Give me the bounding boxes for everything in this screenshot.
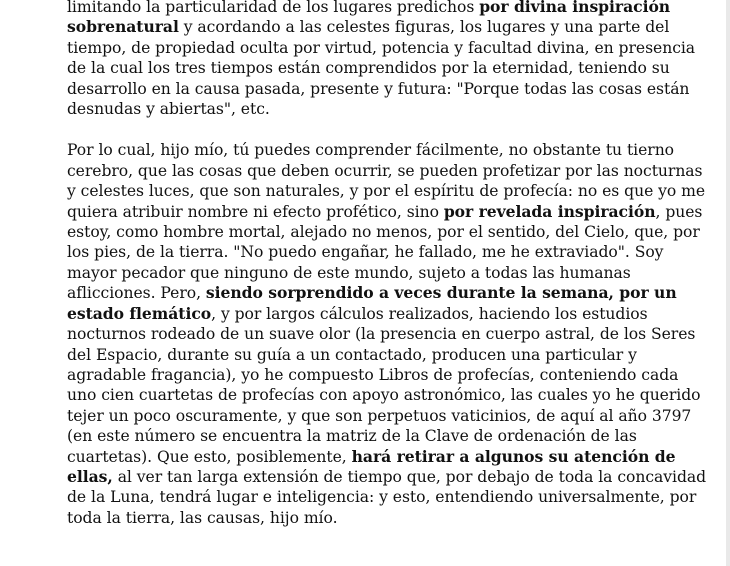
text-segment: , pues estoy, como hombre mortal, alejado no menos, por el sentido, del Cielo, que, por los pies, de la tierra. "No puedo engañar, he fallado, me he extraviado". Soy mayor pecador que ninguno de este mundo, sujeto a todas las humanas aflicciones. Pero, <box>67 202 703 303</box>
text-segment: al ver tan larga extensión de tiempo que, por debajo de toda la concavidad de la Luna, tendrá lugar e inteligencia: y esto, entendiendo universalmente, por toda la tierra, las causas, hijo mío. <box>67 467 707 527</box>
text-segment: , y por largos cálculos realizados, haciendo los estudios nocturnos rodeado de un suave olor (la presencia en cuerpo astral, de los Seres del Espacio, durante su guía a un contactado, producen una particular y agradable fragancia), yo he compuesto Libros de profecías, conteniendo cada uno cien cuartetas de profecías con apoyo astronómico, las cuales yo he querido tejer un poco oscuramente, y que son perpetuos vaticinios, de aquí al año 3797 (en este número se encuentra la matriz de la Clave de ordenación de las cuartetas). Que esto, posiblemente, <box>67 304 701 466</box>
bold-phrase: hará retirar a algunos su atención de ellas, <box>67 446 676 486</box>
bold-phrase: siendo sorprendido a veces durante la semana, por un estado flemático <box>67 283 677 323</box>
bold-phrase: por divina inspiración sobrenatural <box>67 0 671 37</box>
text-segment: Por lo cual, hijo mío, tú puedes comprender fácilmente, no obstante tu tierno cerebro, que las cosas que deben ocurrir, se pueden profetizar por las nocturnas y celestes luces, que son naturales, y por el espíritu de profecía: no es que yo me quiera atribuir nombre ni efecto profético, sino <box>67 141 706 221</box>
paragraph-1 <box>67 0 707 119</box>
scrollbar-track[interactable] <box>726 0 730 566</box>
text-segment: y acordando a las celestes figuras, los lugares y una parte del tiempo, de propiedad oculta por virtud, potencia y facultad divina, en presencia de la cual los tres tiempos están comprendidos por la eternidad, teniendo su desarrollo en la causa pasada, presente y futura: "Porque todas las cosas están desnudas y abiertas", etc. <box>67 18 696 119</box>
document-body <box>67 0 707 528</box>
paragraph-2 <box>67 140 707 528</box>
text-segment: limitando la particularidad de los lugares predichos <box>67 0 480 16</box>
bold-phrase: por revelada inspiración <box>443 201 656 221</box>
